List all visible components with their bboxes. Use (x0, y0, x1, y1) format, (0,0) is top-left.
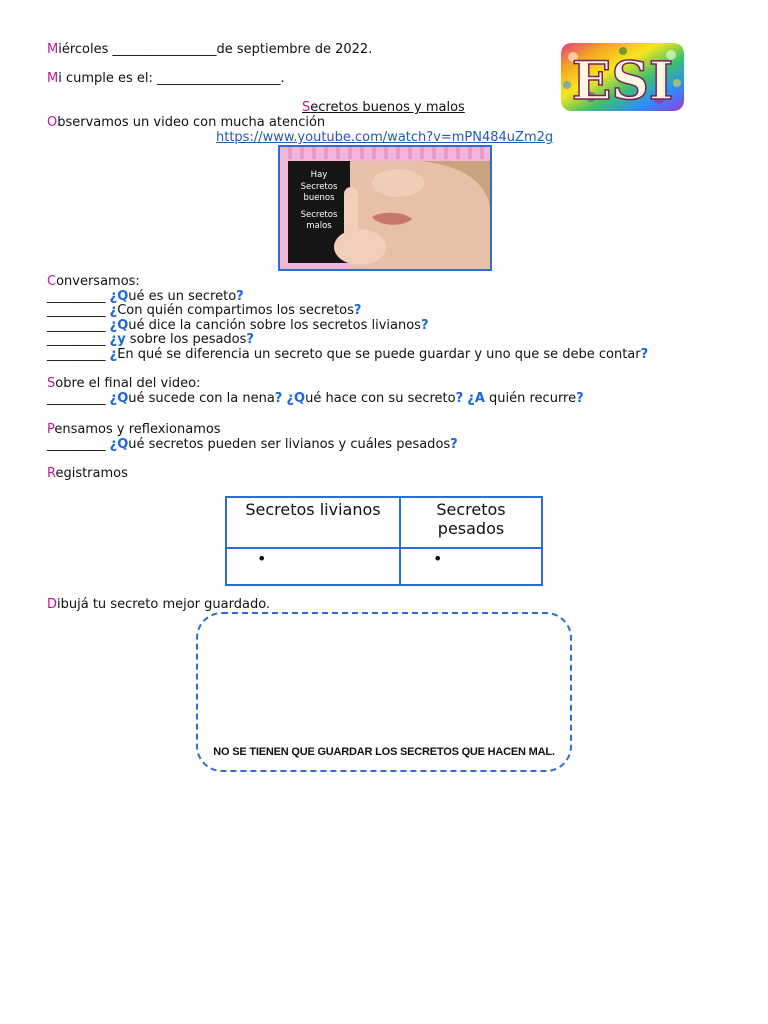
birthday-line (47, 71, 285, 86)
question-cap: Q (117, 318, 129, 333)
col-pesados-header: Secretos pesados (400, 497, 542, 548)
question-open: ¿ (109, 391, 118, 406)
question-close: ? (450, 437, 458, 452)
answer-blank: _________ (47, 391, 106, 406)
bullet: • (433, 549, 443, 568)
answer-blank: _________ (47, 332, 106, 347)
intro-line (47, 115, 325, 130)
video-link[interactable]: https://www.youtube.com/watch?v=mPN484uZm2g (216, 130, 554, 145)
pensamos-heading-text: ensamos y reflexionamos (54, 422, 221, 437)
intro-text: bservamos un video con mucha atención (57, 115, 326, 130)
registramos-initial: R (47, 466, 56, 481)
question-text: ué sucede con la nena (128, 391, 275, 406)
secret-image (278, 145, 492, 271)
registramos-heading-text: egistramos (55, 466, 128, 481)
col-livianos-header: Secretos livianos (226, 497, 400, 548)
question-text: ué es un secreto (128, 289, 237, 304)
question-text: En qué se diferencia un secreto que se puede guardar y uno que se debe contar (117, 347, 641, 362)
question-cap: Q (117, 289, 129, 304)
question-1 (47, 289, 244, 304)
pensamos-initial: P (47, 422, 55, 437)
chalk-line-1: Hay (310, 170, 328, 180)
question-close: ? (455, 391, 464, 406)
question-text: quién recurre (484, 391, 577, 406)
date-text: iércoles ________________de septiembre de 2022. (58, 42, 373, 57)
pensamos-question (47, 437, 458, 452)
secrets-table (225, 496, 543, 586)
chalk-line-3: buenos (303, 193, 335, 203)
final-video-heading-text: obre el final del video: (55, 376, 201, 391)
conversamos-initial: C (47, 274, 57, 289)
answer-blank: _________ (47, 289, 106, 304)
question-cap: Q (117, 391, 129, 406)
drawing-note: NO SE TIENEN QUE GUARDAR LOS SECRETOS QUE HACEN MAL. (213, 746, 555, 758)
question-cap: y (117, 332, 126, 347)
video-link-wrap (216, 130, 553, 145)
answer-blank: _________ (47, 303, 106, 318)
logo-text: ESI (571, 51, 674, 111)
pesados-cell[interactable] (400, 548, 542, 585)
conversamos-heading-text: onversamos: (56, 274, 140, 289)
question-text: ué secretos pueden ser livianos y cuáles pesados (128, 437, 451, 452)
page-title (302, 100, 465, 115)
question-text: ué dice la canción sobre los secretos livianos (128, 318, 421, 333)
question-close: ? (236, 289, 244, 304)
bullet: • (257, 549, 267, 568)
question-open: ¿ (109, 347, 118, 362)
dibuja-initial: D (47, 597, 58, 612)
question-close: ? (576, 391, 584, 406)
question-open: ¿ (109, 332, 118, 347)
question-close: ? (420, 318, 429, 333)
question-cap: A (474, 391, 485, 406)
date-line (47, 42, 372, 57)
question-3 (47, 318, 429, 333)
intro-initial: O (47, 115, 58, 130)
question-open: ¿ (467, 391, 475, 406)
question-open: ¿ (286, 391, 295, 406)
answer-blank: _________ (47, 437, 106, 452)
question-open: ¿ (109, 437, 118, 452)
birthday-text: i cumple es el: ___________________. (58, 71, 285, 86)
question-close: ? (640, 347, 649, 362)
table-header-row (226, 497, 542, 548)
dibuja-heading-text: ibujá tu secreto mejor guardado. (57, 597, 271, 612)
question-open: ¿ (109, 303, 118, 318)
answer-blank: _________ (47, 347, 106, 362)
chalk-line-6: malos (306, 221, 332, 231)
dibuja-heading (47, 597, 270, 612)
pensamos-heading (47, 422, 221, 437)
conversamos-heading (47, 274, 140, 289)
final-video-heading (47, 376, 200, 391)
title-initial: S (302, 100, 311, 115)
question-cap: Q (294, 391, 306, 406)
table-row (226, 548, 542, 585)
question-text: sobre los pesados (125, 332, 247, 347)
question-close: ? (274, 391, 283, 406)
chalk-line-5: Secretos (300, 210, 338, 220)
birthday-initial: M (47, 71, 59, 86)
question-4 (47, 332, 254, 347)
final-video-questions (47, 391, 584, 406)
drawing-area[interactable] (196, 612, 572, 772)
question-close: ? (353, 303, 362, 318)
date-initial: M (47, 42, 59, 57)
question-text: ué hace con su secreto (305, 391, 456, 406)
question-open: ¿ (109, 289, 118, 304)
question-close: ? (246, 332, 254, 347)
final-video-initial: S (47, 376, 56, 391)
answer-blank: _________ (47, 318, 106, 333)
question-2 (47, 303, 361, 318)
registramos-heading (47, 466, 128, 481)
question-text: Con quién compartimos los secretos (117, 303, 354, 318)
title-text: ecretos buenos y malos (310, 100, 465, 115)
question-open: ¿ (109, 318, 118, 333)
esi-logo (561, 43, 684, 111)
question-5 (47, 347, 648, 362)
question-cap: Q (117, 437, 129, 452)
chalk-line-2: Secretos (300, 182, 338, 192)
livianos-cell[interactable] (226, 548, 400, 585)
